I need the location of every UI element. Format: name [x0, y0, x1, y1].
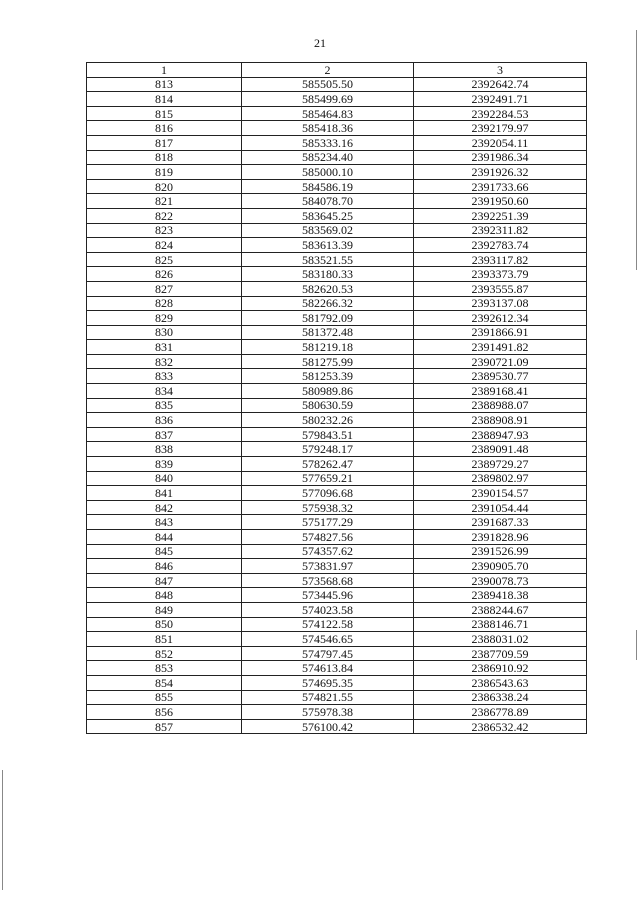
x-coordinate-cell: 573445.96	[242, 588, 414, 603]
table-row	[87, 544, 587, 559]
x-coordinate-cell: 574695.35	[242, 675, 414, 690]
x-coordinate-cell: 574613.84	[242, 661, 414, 676]
table-row	[87, 194, 587, 209]
x-coordinate-cell: 582266.32	[242, 296, 414, 311]
x-coordinate-cell: 575938.32	[242, 500, 414, 515]
y-coordinate-cell: 2391828.96	[414, 530, 587, 545]
x-coordinate-cell: 577659.21	[242, 471, 414, 486]
point-number-cell: 852	[87, 646, 242, 661]
table-row	[87, 457, 587, 472]
y-coordinate-cell: 2388146.71	[414, 617, 587, 632]
point-number-cell: 843	[87, 515, 242, 530]
point-number-cell: 829	[87, 311, 242, 326]
point-number-cell: 850	[87, 617, 242, 632]
y-coordinate-cell: 2392491.71	[414, 92, 587, 107]
point-number-cell: 833	[87, 369, 242, 384]
x-coordinate-cell: 574546.65	[242, 632, 414, 647]
margin-line-right-bottom	[636, 630, 637, 660]
x-coordinate-cell: 585499.69	[242, 92, 414, 107]
y-coordinate-cell: 2388031.02	[414, 632, 587, 647]
point-number-cell: 845	[87, 544, 242, 559]
y-coordinate-cell: 2386778.89	[414, 705, 587, 720]
x-coordinate-cell: 585505.50	[242, 77, 414, 92]
point-number-cell: 831	[87, 340, 242, 355]
table-row	[87, 252, 587, 267]
y-coordinate-cell: 2391926.32	[414, 165, 587, 180]
table-row	[87, 632, 587, 647]
table-row	[87, 135, 587, 150]
margin-line-left-bottom	[2, 770, 3, 890]
x-coordinate-cell: 585333.16	[242, 135, 414, 150]
x-coordinate-cell: 581219.18	[242, 340, 414, 355]
y-coordinate-cell: 2393555.87	[414, 281, 587, 296]
x-coordinate-cell: 574797.45	[242, 646, 414, 661]
table-row	[87, 705, 587, 720]
table-header-row	[87, 63, 587, 78]
point-number-cell: 816	[87, 121, 242, 136]
x-coordinate-cell: 585000.10	[242, 165, 414, 180]
y-coordinate-cell: 2386338.24	[414, 690, 587, 705]
table-row	[87, 661, 587, 676]
column-header-2: 2	[242, 63, 414, 78]
table-row	[87, 573, 587, 588]
y-coordinate-cell: 2388988.07	[414, 398, 587, 413]
y-coordinate-cell: 2390721.09	[414, 354, 587, 369]
point-number-cell: 821	[87, 194, 242, 209]
x-coordinate-cell: 575177.29	[242, 515, 414, 530]
point-number-cell: 842	[87, 500, 242, 515]
table-row	[87, 486, 587, 501]
point-number-cell: 836	[87, 413, 242, 428]
column-header-1: 1	[87, 63, 242, 78]
y-coordinate-cell: 2386910.92	[414, 661, 587, 676]
x-coordinate-cell: 578262.47	[242, 457, 414, 472]
table-row	[87, 588, 587, 603]
x-coordinate-cell: 581792.09	[242, 311, 414, 326]
y-coordinate-cell: 2392251.39	[414, 208, 587, 223]
y-coordinate-cell: 2391733.66	[414, 179, 587, 194]
x-coordinate-cell: 584586.19	[242, 179, 414, 194]
table-row	[87, 77, 587, 92]
x-coordinate-cell: 583645.25	[242, 208, 414, 223]
x-coordinate-cell: 580989.86	[242, 384, 414, 399]
point-number-cell: 848	[87, 588, 242, 603]
y-coordinate-cell: 2386543.63	[414, 675, 587, 690]
x-coordinate-cell: 585418.36	[242, 121, 414, 136]
y-coordinate-cell: 2392783.74	[414, 238, 587, 253]
x-coordinate-cell: 580232.26	[242, 413, 414, 428]
table-row	[87, 427, 587, 442]
table-row	[87, 515, 587, 530]
table-row	[87, 471, 587, 486]
point-number-cell: 832	[87, 354, 242, 369]
table-row	[87, 602, 587, 617]
y-coordinate-cell: 2390078.73	[414, 573, 587, 588]
table-row	[87, 267, 587, 282]
table-row	[87, 384, 587, 399]
y-coordinate-cell: 2391986.34	[414, 150, 587, 165]
point-number-cell: 841	[87, 486, 242, 501]
y-coordinate-cell: 2393117.82	[414, 252, 587, 267]
table-row	[87, 179, 587, 194]
x-coordinate-cell: 574023.58	[242, 602, 414, 617]
table-body	[87, 77, 587, 734]
table-row	[87, 559, 587, 574]
y-coordinate-cell: 2390905.70	[414, 559, 587, 574]
y-coordinate-cell: 2391687.33	[414, 515, 587, 530]
x-coordinate-cell: 585464.83	[242, 106, 414, 121]
y-coordinate-cell: 2389802.97	[414, 471, 587, 486]
column-header-3: 3	[414, 63, 587, 78]
table-row	[87, 165, 587, 180]
y-coordinate-cell: 2392054.11	[414, 135, 587, 150]
y-coordinate-cell: 2389091.48	[414, 442, 587, 457]
point-number-cell: 819	[87, 165, 242, 180]
x-coordinate-cell: 577096.68	[242, 486, 414, 501]
point-number-cell: 849	[87, 602, 242, 617]
table-row	[87, 150, 587, 165]
table-row	[87, 311, 587, 326]
x-coordinate-cell: 574821.55	[242, 690, 414, 705]
table-row	[87, 675, 587, 690]
table-row	[87, 530, 587, 545]
point-number-cell: 827	[87, 281, 242, 296]
x-coordinate-cell: 584078.70	[242, 194, 414, 209]
point-number-cell: 814	[87, 92, 242, 107]
table-row	[87, 281, 587, 296]
y-coordinate-cell: 2390154.57	[414, 486, 587, 501]
table-row	[87, 340, 587, 355]
point-number-cell: 857	[87, 719, 242, 734]
x-coordinate-cell: 579843.51	[242, 427, 414, 442]
y-coordinate-cell: 2391491.82	[414, 340, 587, 355]
point-number-cell: 846	[87, 559, 242, 574]
x-coordinate-cell: 580630.59	[242, 398, 414, 413]
x-coordinate-cell: 573568.68	[242, 573, 414, 588]
margin-line-right-top	[636, 30, 637, 270]
point-number-cell: 815	[87, 106, 242, 121]
y-coordinate-cell: 2391866.91	[414, 325, 587, 340]
y-coordinate-cell: 2392284.53	[414, 106, 587, 121]
y-coordinate-cell: 2389168.41	[414, 384, 587, 399]
y-coordinate-cell: 2392311.82	[414, 223, 587, 238]
table-row	[87, 223, 587, 238]
point-number-cell: 838	[87, 442, 242, 457]
point-number-cell: 847	[87, 573, 242, 588]
x-coordinate-cell: 582620.53	[242, 281, 414, 296]
point-number-cell: 854	[87, 675, 242, 690]
coordinates-table	[86, 62, 587, 734]
point-number-cell: 826	[87, 267, 242, 282]
y-coordinate-cell: 2391526.99	[414, 544, 587, 559]
x-coordinate-cell: 576100.42	[242, 719, 414, 734]
y-coordinate-cell: 2393373.79	[414, 267, 587, 282]
y-coordinate-cell: 2388908.91	[414, 413, 587, 428]
table-row	[87, 106, 587, 121]
page-number: 21	[314, 36, 326, 50]
point-number-cell: 823	[87, 223, 242, 238]
point-number-cell: 825	[87, 252, 242, 267]
table-row	[87, 92, 587, 107]
point-number-cell: 824	[87, 238, 242, 253]
y-coordinate-cell: 2389530.77	[414, 369, 587, 384]
y-coordinate-cell: 2393137.08	[414, 296, 587, 311]
y-coordinate-cell: 2388947.93	[414, 427, 587, 442]
x-coordinate-cell: 581275.99	[242, 354, 414, 369]
x-coordinate-cell: 581253.39	[242, 369, 414, 384]
table-row	[87, 690, 587, 705]
x-coordinate-cell: 583521.55	[242, 252, 414, 267]
y-coordinate-cell: 2388244.67	[414, 602, 587, 617]
x-coordinate-cell: 579248.17	[242, 442, 414, 457]
point-number-cell: 820	[87, 179, 242, 194]
point-number-cell: 830	[87, 325, 242, 340]
point-number-cell: 855	[87, 690, 242, 705]
x-coordinate-cell: 574827.56	[242, 530, 414, 545]
y-coordinate-cell: 2386532.42	[414, 719, 587, 734]
x-coordinate-cell: 583613.39	[242, 238, 414, 253]
x-coordinate-cell: 583180.33	[242, 267, 414, 282]
y-coordinate-cell: 2391054.44	[414, 500, 587, 515]
point-number-cell: 818	[87, 150, 242, 165]
y-coordinate-cell: 2387709.59	[414, 646, 587, 661]
point-number-cell: 840	[87, 471, 242, 486]
table-row	[87, 398, 587, 413]
x-coordinate-cell: 581372.48	[242, 325, 414, 340]
point-number-cell: 822	[87, 208, 242, 223]
table-row	[87, 208, 587, 223]
x-coordinate-cell: 573831.97	[242, 559, 414, 574]
point-number-cell: 856	[87, 705, 242, 720]
x-coordinate-cell: 574357.62	[242, 544, 414, 559]
table-row	[87, 413, 587, 428]
table-row	[87, 354, 587, 369]
point-number-cell: 839	[87, 457, 242, 472]
y-coordinate-cell: 2392612.34	[414, 311, 587, 326]
x-coordinate-cell: 574122.58	[242, 617, 414, 632]
point-number-cell: 828	[87, 296, 242, 311]
point-number-cell: 837	[87, 427, 242, 442]
y-coordinate-cell: 2389729.27	[414, 457, 587, 472]
table-row	[87, 646, 587, 661]
table-row	[87, 369, 587, 384]
y-coordinate-cell: 2392179.97	[414, 121, 587, 136]
y-coordinate-cell: 2392642.74	[414, 77, 587, 92]
point-number-cell: 853	[87, 661, 242, 676]
y-coordinate-cell: 2389418.38	[414, 588, 587, 603]
x-coordinate-cell: 583569.02	[242, 223, 414, 238]
point-number-cell: 844	[87, 530, 242, 545]
table-row	[87, 617, 587, 632]
table-row	[87, 500, 587, 515]
table-row	[87, 296, 587, 311]
point-number-cell: 851	[87, 632, 242, 647]
point-number-cell: 835	[87, 398, 242, 413]
table-row	[87, 442, 587, 457]
table-row	[87, 121, 587, 136]
table-row	[87, 325, 587, 340]
table-row	[87, 719, 587, 734]
y-coordinate-cell: 2391950.60	[414, 194, 587, 209]
x-coordinate-cell: 585234.40	[242, 150, 414, 165]
point-number-cell: 813	[87, 77, 242, 92]
point-number-cell: 834	[87, 384, 242, 399]
x-coordinate-cell: 575978.38	[242, 705, 414, 720]
point-number-cell: 817	[87, 135, 242, 150]
table-row	[87, 238, 587, 253]
